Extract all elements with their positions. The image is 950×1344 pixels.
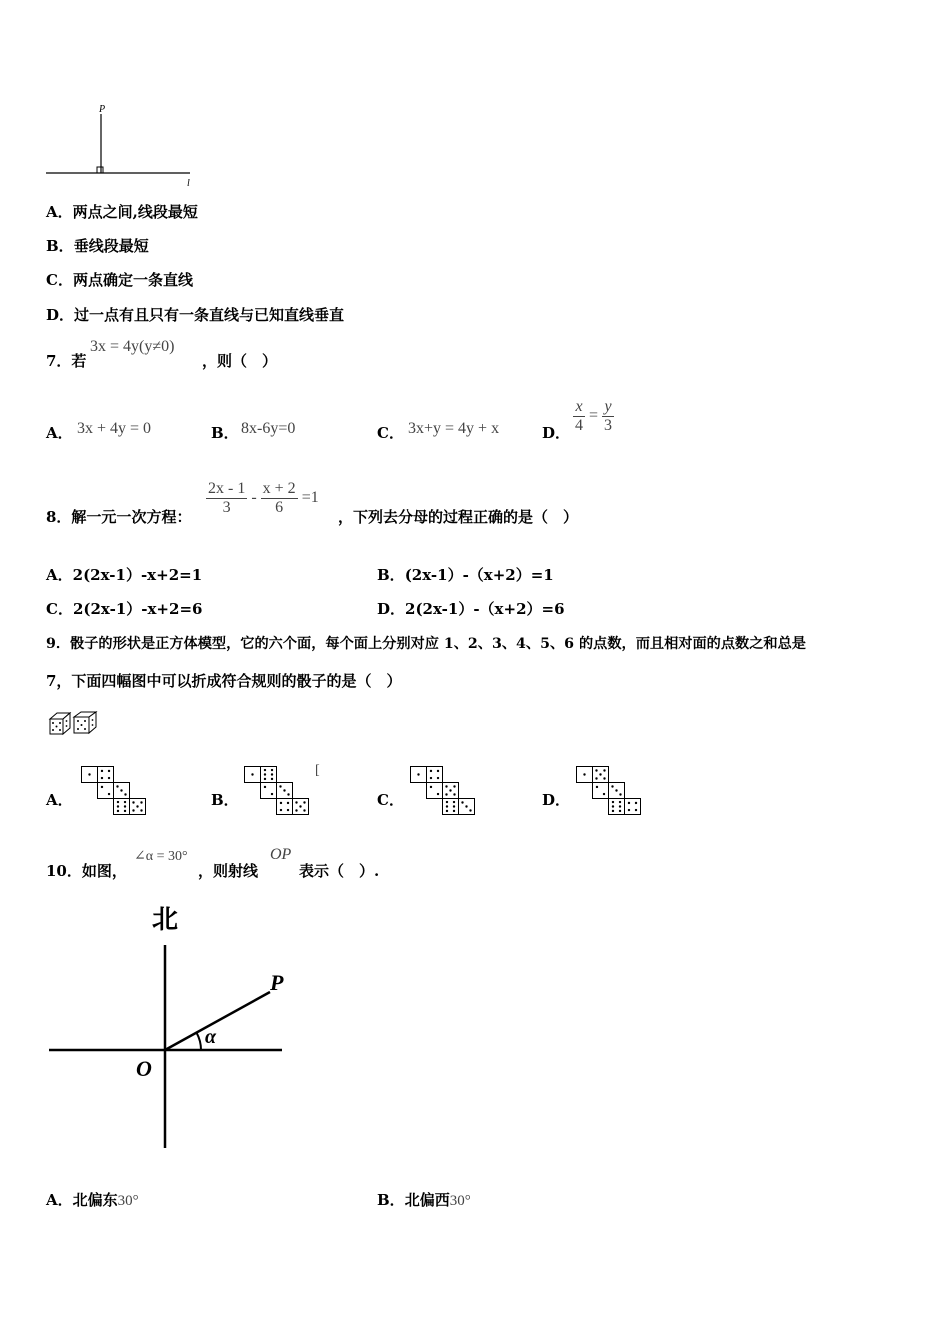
- compass-figure: [40, 900, 300, 1160]
- die-face: [293, 799, 309, 815]
- q7-number: 7．若: [46, 352, 87, 370]
- q10-angle: ∠α = 30°: [134, 849, 188, 864]
- dice-net-d: [576, 766, 644, 816]
- q7-option-d-key: D．: [542, 424, 571, 442]
- q8-option-a: A．2(2x-1）-x+2=1: [46, 566, 203, 584]
- die-face: [427, 767, 443, 783]
- q7-tail: ，则（ ）: [202, 352, 278, 370]
- label-o: O: [136, 1056, 152, 1081]
- q8-option-b: B．(2x-1）-（x+2）=1: [377, 566, 554, 584]
- die-face: [114, 783, 130, 799]
- q8-tail: ，下列去分母的过程正确的是（ ）: [338, 508, 579, 526]
- label-alpha: α: [205, 1026, 217, 1048]
- label-l: l: [187, 178, 190, 189]
- q7-option-c-key: C．: [377, 424, 404, 442]
- dice-net-b: [244, 766, 312, 816]
- q9-option-c-key: C．: [377, 791, 404, 809]
- q7-d-frac-1: $\frac{x}{4}$: [575, 398, 583, 434]
- die-face: [427, 783, 443, 799]
- dice-net-c: [410, 766, 478, 816]
- die-face: [261, 767, 277, 783]
- die-face: [577, 767, 593, 783]
- die-face: [593, 783, 609, 799]
- q8-option-c: C．2(2x-1）-x+2=6: [46, 600, 203, 618]
- q6-option-b: B．垂线段最短: [46, 237, 149, 255]
- q9-option-a-key: A．: [46, 791, 73, 809]
- q7-option-a-key: A．: [46, 424, 73, 442]
- die-face: [625, 799, 641, 815]
- q10-option-a-deg: 30°: [117, 1193, 139, 1209]
- q9-stem-line2: 7，下面四幅图中可以折成符合规则的骰子的是（ ）: [46, 672, 402, 690]
- die-face: [609, 799, 625, 815]
- label-north: 北: [152, 905, 179, 935]
- q6-option-c: C．两点确定一条直线: [46, 271, 193, 289]
- dice-icon: [46, 710, 100, 738]
- q9-stem-line1: 9．骰子的形状是正方体模型，它的六个面，每个面上分别对应 1、2、3、4、5、6 的点数，而且相对面的点数之和总是: [46, 636, 806, 652]
- q10-option-b: B．北偏西30°: [377, 1191, 471, 1209]
- die-face: [114, 799, 130, 815]
- q9-option-b-key: B．: [211, 791, 239, 809]
- die-face: [459, 799, 475, 815]
- die-face: [609, 783, 625, 799]
- die-face: [411, 767, 427, 783]
- q6-option-d: D．过一点有且只有一条直线与已知直线垂直: [46, 306, 345, 324]
- q8-frac-2: $\frac{x + 2}{6}$: [262, 480, 296, 516]
- q10-tail: 表示（ ）.: [299, 862, 380, 880]
- perpendicular-figure: [40, 100, 200, 190]
- die-face: [261, 783, 277, 799]
- q6-option-a: A．两点之间,线段最短: [46, 203, 198, 221]
- q7-option-d: $\frac{x}{4}$ = $\frac{y}{3}$: [575, 398, 613, 434]
- q7-d-frac-2: $\frac{y}{3}$: [604, 398, 613, 434]
- die-face: [593, 767, 609, 783]
- q9-option-b-stray-mark: [: [315, 763, 320, 778]
- q10-prefix: 10．如图，: [46, 862, 127, 880]
- q7-stem: [46, 351, 86, 371]
- q10-ray: OP: [270, 846, 292, 863]
- die-face: [130, 799, 146, 815]
- q7-option-c: 3x+y = 4y + x: [408, 420, 500, 437]
- label-p: P: [270, 970, 284, 995]
- label-p: P: [99, 104, 106, 115]
- q8-prefix: 8．解一元一次方程：: [46, 508, 192, 526]
- q10-mid: ，则射线: [198, 862, 259, 880]
- q8-equation: $\frac{2x - 1}{3}$ - $\frac{x + 2}{6}$ =1: [208, 480, 319, 516]
- dice-net-a: [81, 766, 149, 816]
- q10-option-b-deg: 30°: [449, 1193, 471, 1209]
- die-face: [443, 799, 459, 815]
- q7-option-b: 8x-6y=0: [241, 420, 296, 437]
- die-face: [277, 799, 293, 815]
- q8-option-d: D．2(2x-1）-（x+2）=6: [377, 600, 565, 618]
- q7-condition: 3x = 4y(y≠0): [90, 338, 175, 355]
- die-face: [277, 783, 293, 799]
- die-face: [98, 783, 114, 799]
- die-face: [98, 767, 114, 783]
- die-face: [443, 783, 459, 799]
- q9-option-d-key: D．: [542, 791, 571, 809]
- die-face: [82, 767, 98, 783]
- q7-option-a: 3x + 4y = 0: [77, 420, 152, 437]
- q7-option-b-key: B．: [211, 424, 239, 442]
- q10-option-a: A．北偏东30°: [46, 1191, 139, 1209]
- die-face: [245, 767, 261, 783]
- q8-frac-1: $\frac{2x - 1}{3}$: [208, 480, 246, 516]
